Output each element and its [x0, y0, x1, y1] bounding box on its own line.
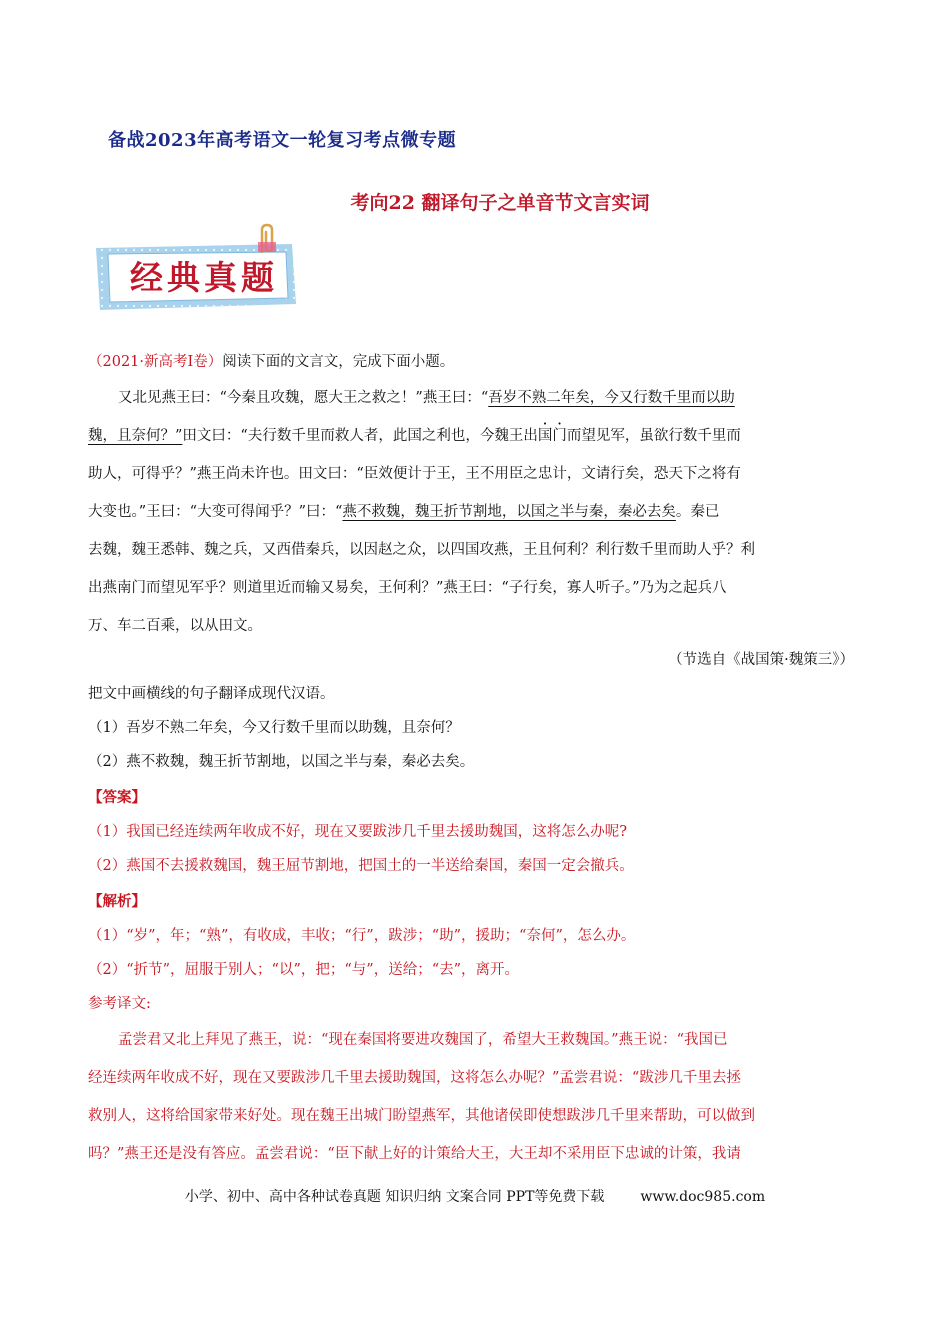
translation-line: 救别人，这将给国家带来好处。现在魏王出城门盼望燕军，其他诸侯即使想跋涉几千里来帮助，可以做到 [88, 1108, 755, 1124]
translation-line: 吗？”燕王还是没有答应。孟尝君说：“臣下献上好的计策给大王，大王却不采用臣下忠诚的计策，我请 [88, 1146, 741, 1162]
translation-label: 参考译文: [88, 996, 151, 1012]
analysis-item: （2）“折节”，屈服于别人；“以”，把；“与”，送给；“去”，离开。 [88, 962, 520, 978]
page-footer [0, 1186, 950, 1206]
paper-clip-icon [252, 222, 286, 256]
passage-text: 又北见燕王曰：“今秦且攻魏，愿大王之救之！”燕王曰：“ [118, 390, 489, 406]
passage-citation: （节选自《战国策·魏策三》） [668, 652, 854, 668]
question-item: （2）燕不救魏，魏王折节割地，以国之半与秦，秦必去矣。 [88, 754, 475, 770]
topic-title: 考向22 翻译句子之单音节文言实词 [350, 192, 650, 214]
passage-line: 出燕南门而望见军乎？则道里近而输又易矣，王何利？”燕王曰：“子行矣，寡人听子。”乃为之起兵八 [88, 580, 727, 596]
passage-text: 大变也。”王曰：“大变可得闻乎？”曰：“ [88, 504, 343, 520]
question-instruction: 阅读下面的文言文，完成下面小题。 [222, 354, 455, 370]
task-instruction: 把文中画横线的句子翻译成现代汉语。 [88, 686, 335, 702]
passage-text: 而望见军，虽欲行数千里而 [566, 428, 741, 444]
emphasis-dot-char: 门 [552, 428, 567, 444]
question-item: （1）吾岁不熟二年矣，今又行数千里而以助魏，且奈何？ [88, 720, 460, 736]
answer-item: （1）我国已经连续两年收成不好，现在又要跋涉几千里去援助魏国，这将怎么办呢? [88, 824, 627, 840]
question-intro [88, 352, 454, 372]
series-title: 备战2023年高考语文一轮复习考点微专题 [108, 130, 457, 151]
footer-text: 小学、初中、高中各种试卷真题 知识归纳 文案合同 PPT等免费下载 [184, 1189, 605, 1205]
answer-item: （2）燕国不去援救魏国，魏王屈节割地，把国土的一半送给秦国，秦国一定会撤兵。 [88, 858, 634, 874]
underlined-sentence: 燕不救魏，魏王折节割地，以国之半与秦，秦必去矣 [342, 504, 676, 520]
banner-label: 经典真题 [130, 258, 278, 297]
analysis-item: （1）“岁”，年；“熟”，有收成，丰收；“行”，跋涉；“助”，援助；“奈何”，怎么办。 [88, 928, 636, 944]
passage-line: 助人，可得乎？”燕王尚未许也。田文曰：“臣效便计于王，王不用臣之忠计，文请行矣，恐天下之将有 [88, 466, 741, 482]
answer-label: 【答案】 [88, 789, 146, 806]
passage-text: 田文曰：“夫行数千里而救人者，此国之利也，今魏王出 [182, 428, 538, 444]
footer-url[interactable]: www.doc985.com [640, 1189, 766, 1205]
translation-line: 经连续两年收成不好，现在又要跋涉几千里去援助魏国，这将怎么办呢？”孟尝君说：“跋涉几千里去拯 [88, 1070, 741, 1086]
passage-line [88, 426, 741, 446]
passage-line [118, 388, 735, 408]
passage-text: 。秦已 [675, 504, 720, 520]
underlined-sentence: 吾岁不熟二年矣，今又行数千里而以助 [488, 390, 735, 406]
question-source: （2021·新高考Ⅰ卷） [88, 354, 223, 370]
passage-line [88, 502, 719, 522]
passage-line: 万、车二百乘，以从田文。 [88, 618, 262, 634]
underlined-sentence: 魏，且奈何？” [88, 428, 183, 444]
emphasis-dot-char: 国 [537, 428, 553, 444]
passage-line: 去魏，魏王悉韩、魏之兵，又西借秦兵，以因赵之众，以四国攻燕，王且何利？利行数千里而助人乎？利 [88, 542, 755, 558]
analysis-label: 【解析】 [88, 893, 146, 910]
translation-line: 孟尝君又北上拜见了燕王，说：“现在秦国将要进攻魏国了，希望大王救魏国。”燕王说：“我国已 [118, 1032, 728, 1048]
section-banner [92, 232, 304, 318]
